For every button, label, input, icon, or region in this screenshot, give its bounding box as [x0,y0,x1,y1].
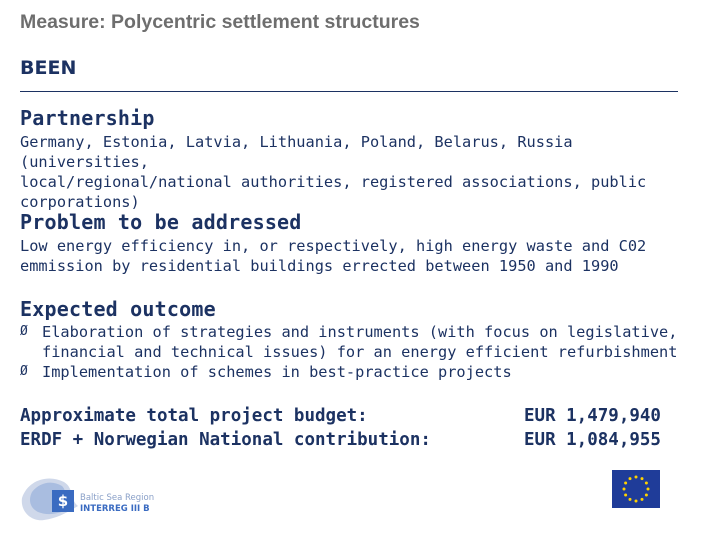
logo-line1: Baltic Sea Region [80,493,155,503]
outcome-list [20,322,710,382]
outcome-heading: Expected outcome [20,297,216,321]
eu-star-icon [624,482,627,485]
outcome-bullet-line: Elaboration of strategies and instruments (with focus on legislative, [42,323,678,341]
eu-star-icon [635,500,638,503]
partnership-text [20,132,710,212]
eu-star-icon [623,488,626,491]
problem-line: emmission by residential buildings errected between 1950 and 1990 [20,257,619,275]
outcome-bullet-item [20,322,710,362]
eu-star-icon [635,476,638,479]
bullet-arrow-icon: Ø [20,364,28,379]
logo-line2: INTERREG III B [80,504,150,514]
budget-labels [20,404,431,452]
measure-title: Measure: Polycentric settlement structures [20,11,420,33]
eu-star-icon [647,488,650,491]
eu-star-icon [641,498,644,501]
problem-heading: Problem to be addressed [20,210,302,234]
budget-label: ERDF + Norwegian National contribution: [20,430,431,450]
partnership-line: corporations) [20,193,140,211]
budget-value: EUR 1,084,955 [524,430,661,450]
outcome-bullet-line: Implementation of schemes in best-practice projects [42,363,512,381]
outcome-bullet-line: financial and technical issues) for an energy efficient refurbishment [42,343,678,361]
divider [20,91,678,92]
partnership-line: local/regional/national authorities, registered associations, public [20,173,647,191]
baltic-sea-region-logo [18,468,168,528]
eu-star-icon [629,498,632,501]
svg-text:$: $ [57,492,69,510]
problem-text [20,236,710,276]
partnership-heading: Partnership [20,106,155,130]
eu-star-icon [645,482,648,485]
budget-label: Approximate total project budget: [20,406,368,426]
problem-line: Low energy efficiency in, or respectively, high energy waste and C02 [20,237,647,255]
partnership-line: Germany, Estonia, Latvia, Lithuania, Poland, Belarus, Russia (universities, [20,133,573,171]
eu-star-icon [641,477,644,480]
budget-values [524,404,661,452]
eu-flag-icon [612,470,660,508]
eu-star-icon [624,494,627,497]
eu-star-icon [645,494,648,497]
eu-star-icon [629,477,632,480]
bullet-arrow-icon: Ø [20,324,28,339]
project-name: BEEN [20,57,77,79]
outcome-bullet-item [20,362,710,382]
budget-value: EUR 1,479,940 [524,406,661,426]
